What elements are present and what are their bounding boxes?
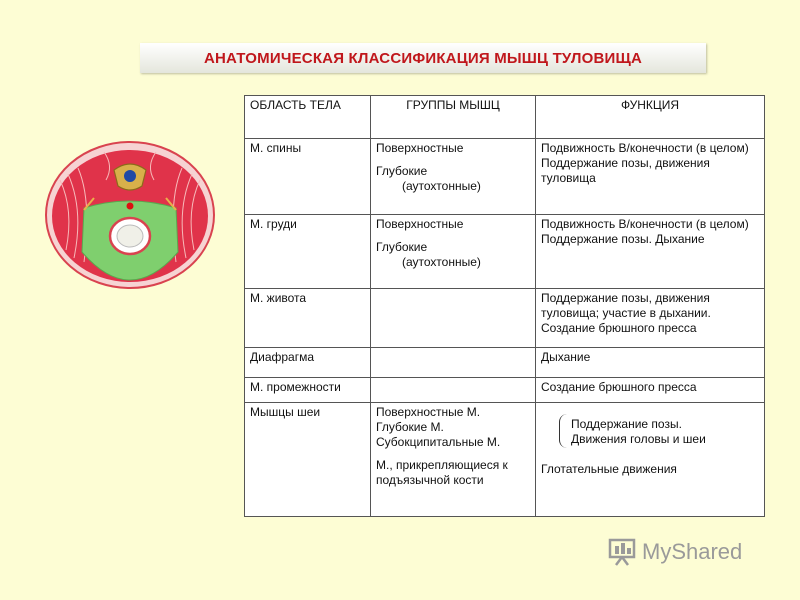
groups-cell xyxy=(371,289,536,348)
group-subtext: (аутохтонные) xyxy=(402,179,481,194)
groups-cell xyxy=(371,403,536,517)
function-cell: Дыхание xyxy=(536,348,765,378)
group-text: Поверхностные xyxy=(376,141,464,156)
function-text: Поддержание позы, движения туловища xyxy=(541,156,710,186)
group-text: Глубокие М. xyxy=(376,420,444,434)
function-cell xyxy=(536,139,765,215)
groups-cell xyxy=(371,348,536,378)
table-row xyxy=(245,348,765,378)
table-header-row xyxy=(245,96,765,139)
group-text: Глубокие xyxy=(376,164,428,179)
region-cell: М. спины xyxy=(245,139,371,215)
region-cell: М. живота xyxy=(245,289,371,348)
brace-group xyxy=(541,417,759,447)
function-text: Глотательные движения xyxy=(541,462,677,476)
brace-icon xyxy=(559,414,568,448)
header-groups: ГРУППЫ МЫШЦ xyxy=(371,96,536,139)
watermark xyxy=(608,537,742,567)
groups-cell xyxy=(371,377,536,402)
table-row xyxy=(245,403,765,517)
classification-table xyxy=(244,95,765,517)
region-cell: М. промежности xyxy=(245,377,371,402)
myshared-logo-icon xyxy=(608,537,636,567)
function-cell xyxy=(536,403,765,517)
table-row xyxy=(245,139,765,215)
region-cell: Мышцы шеи xyxy=(245,403,371,517)
function-cell: Создание брюшного пресса xyxy=(536,377,765,402)
header-function: ФУНКЦИЯ xyxy=(536,96,765,139)
function-cell xyxy=(536,215,765,289)
function-text: Создание брюшного пресса xyxy=(541,321,697,336)
table-row xyxy=(245,215,765,289)
groups-cell xyxy=(371,139,536,215)
group-text: Поверхностные М. xyxy=(376,405,481,419)
function-text: Подвижность В/конечности (в целом) xyxy=(541,141,749,156)
title-bar xyxy=(140,43,706,73)
function-text: Поддержание позы, движения туловища; участие в дыхании. xyxy=(541,291,711,321)
header-region: ОБЛАСТЬ ТЕЛА xyxy=(245,96,371,139)
function-text: Поддержание позы. xyxy=(571,417,682,431)
group-text: М., прикрепляющиеся к подъязычной кости xyxy=(376,458,508,487)
watermark-text: MyShared xyxy=(642,539,743,564)
function-text: Поддержание позы. Дыхание xyxy=(541,232,705,247)
group-subtext: (аутохтонные) xyxy=(402,255,481,270)
region-cell: Диафрагма xyxy=(245,348,371,378)
group-text: Поверхностные xyxy=(376,217,464,232)
page-title: АНАТОМИЧЕСКАЯ КЛАССИФИКАЦИЯ МЫШЦ ТУЛОВИЩА xyxy=(203,49,643,67)
trunk-cross-section-icon xyxy=(44,140,216,290)
group-text: Глубокие xyxy=(376,240,428,255)
function-text: Движения головы и шеи xyxy=(571,432,706,446)
region-cell: М. груди xyxy=(245,215,371,289)
function-text: Подвижность В/конечности (в целом) xyxy=(541,217,749,232)
function-cell xyxy=(536,289,765,348)
table-row xyxy=(245,289,765,348)
table-row xyxy=(245,377,765,402)
group-text: Субокципитальные М. xyxy=(376,435,501,449)
groups-cell xyxy=(371,215,536,289)
